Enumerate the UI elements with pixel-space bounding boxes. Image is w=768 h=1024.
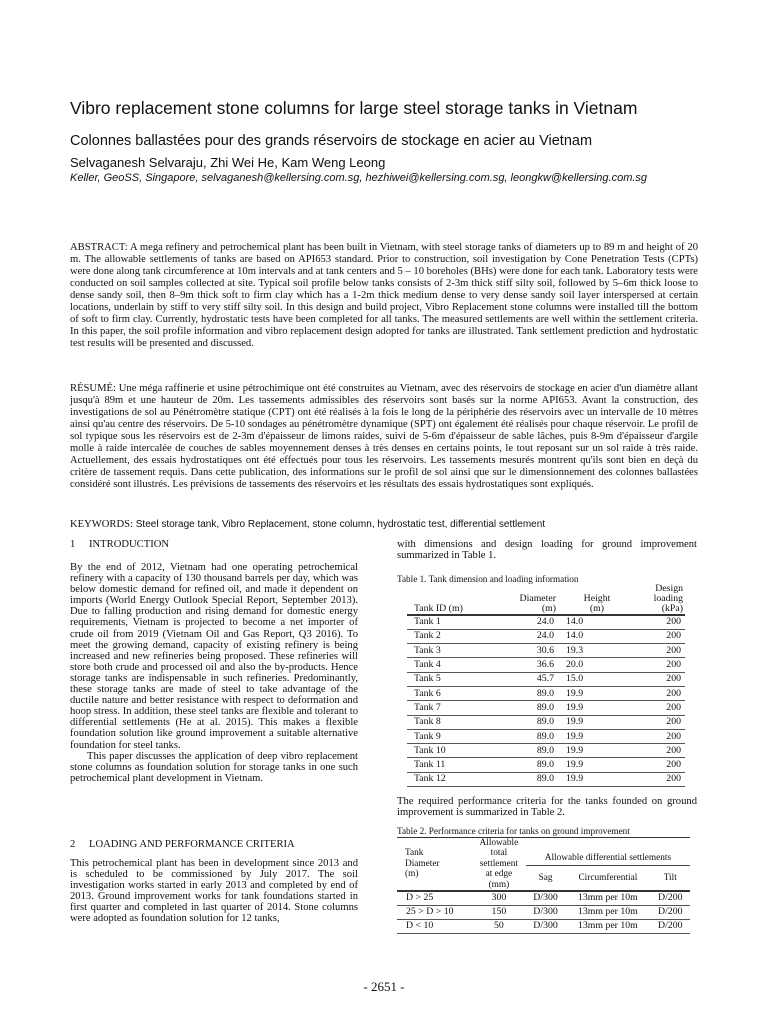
keywords-line [70,519,545,530]
table-cell: 200 [666,673,681,685]
table2-intro-paragraph: The required performance criteria for the tanks founded on ground improvement is summarized in Table 2. [397,796,697,819]
table-header-cell: Design loading (kPa) [653,583,683,614]
table-cell: 200 [666,659,681,671]
introduction-paragraph-2 [70,751,358,784]
table-row [407,686,685,700]
section-heading-introduction [70,539,169,550]
table-cell: D > 25 [406,892,434,904]
table-cell: 19.3 [566,644,584,656]
table-cell: 89.0 [536,701,554,713]
introduction-paragraph-1: By the end of 2012, Vietnam had one operating petrochemical refinery with a capacity of 130 thousand barrels per day, which was below domestic demand for refined oil, and made it dependent on imports (World Energy Outlook Special Report, September 2013). Due to falling production and rising demand for domestic energy requirements, Vietnam is projected to become a net importer of crude oil from 2019 (Vietnam Oil and Gas Report, Q3 2016). To meet the growing demand, capacity of existing refinery is being increased and new refineries being proposed. These refineries will store both crude and processed oil and also the by-products. Hence storage tanks are indispensable in such refineries. Predominantly, these storage tanks are made of steel to take advantage of the ductile nature and better resistance with respect to deformation and hoop stress. In addition, these steel tanks are flexible and tolerant to differential settlements (He at al. 2015). This makes a flexible foundation solution like ground improvement a suitable alternative foundation for steel tanks. [70,562,358,751]
table-cell: 14.0 [566,630,584,642]
table-row [407,672,685,686]
table-row [407,758,685,772]
header-tank-diameter: Tank Diameter (m) [405,848,440,880]
table-cell: Tank 7 [414,701,441,713]
keywords-label: KEYWORDS: [70,519,133,530]
table2-caption: Table 2. Performance criteria for tanks on ground improvement [397,826,630,836]
table-row [397,891,690,905]
table-cell: 200 [666,701,681,713]
loading-paragraph: This petrochemical plant has been in development since 2013 and is scheduled to be commissioned by July 2017. The soil investigation works started in early 2013 and completed by end of 2013. Ground improvement works for tank foundations started in first quarter and completed in last quarter of 2014. Stone columns were adopted as foundation solution for 12 tanks, [70,858,358,925]
abstract-paragraph: ABSTRACT: A mega refinery and petrochemical plant has been built in Vietnam, with steel storage tanks of diameters up to 89 m and height of 20 m. The allowable settlements of tanks are based on API653 standard. Prior to construction, soil investigation by Cone Penetration Tests (CPTs) were done along tank circumference at 10m intervals and at tank centers and 5 – 10 boreholes (BHs) were done for each tank. Laboratory tests were conducted on soil samples collected at site. Typical soil profile below tanks consists of 2-3m thick stiff silty soil, followed by 5–6m thick loose to dense sandy soil, then 8–9m thick soft to firm clay which has a 1-2m thick medium dense to very dense sandy soil layer interspersed at certain locations, underlain by stiff to very stiff silty soil. In this design and build project, Vibro Replacement stone columns were installed till the bottom of soft to firm clay. Currently, hydrostatic tests have been completed for all tanks. The measured settlements are well within the settlement criteria. In this paper, the soil profile information and vibro replacement design adopted for tanks are illustrated. Tank settlement prediction and hydrostatic test results will be presented and discussed. [70,242,698,350]
introduction-body [70,562,358,784]
header-sag: Sag [538,872,553,883]
table-cell: 89.0 [536,730,554,742]
introduction-paragraph-2-text: This paper discusses the application of deep vibro replacement stone columns as foundation solution for storage tanks in one such petrochemical plant development in Vietnam. [70,750,358,784]
header-allowable-total: Allowable total settlement at edge (mm) [479,838,519,890]
table-cell: 20.0 [566,659,584,671]
table-cell: 13mm per 10m [577,906,638,918]
table-row [407,615,685,629]
table-header-row [407,584,685,615]
table-cell: 19.9 [566,716,584,728]
section-heading-loading [70,839,295,850]
section-title: LOADING AND PERFORMANCE CRITERIA [89,839,295,850]
table-cell: 19.9 [566,773,584,785]
table-cell: 89.0 [536,773,554,785]
header-differential: Allowable differential settlements [526,838,690,866]
paper-title: Vibro replacement stone columns for large steel storage tanks in Vietnam [70,98,638,118]
table-cell: 30.6 [536,644,554,656]
table-cell: 200 [666,687,681,699]
table-cell: 19.9 [566,759,584,771]
section-number: 1 [70,539,76,550]
table-cell: 15.0 [566,673,584,685]
table-cell: Tank 12 [414,773,446,785]
table-cell: Tank 4 [414,659,441,671]
table-cell: Tank 6 [414,687,441,699]
table-cell: Tank 1 [414,616,441,628]
table-row [407,658,685,672]
keywords-text: Steel storage tank, Vibro Replacement, stone column, hydrostatic test, differential settlement [132,519,546,530]
table-row [407,701,685,715]
table-cell: D/300 [533,906,558,918]
table-cell: 89.0 [536,716,554,728]
table-cell: 300 [491,892,507,904]
table-body [397,891,690,933]
table1-caption: Table 1. Tank dimension and loading information [397,574,579,584]
table-cell: Tank 3 [414,644,441,656]
table1-intro-paragraph: with dimensions and design loading for ground improvement summarized in Table 1. [397,539,697,562]
table-row [407,715,685,729]
table-cell: 14.0 [566,616,584,628]
table-cell: 24.0 [536,616,554,628]
table-cell: 200 [666,773,681,785]
table-cell: Tank 11 [414,759,446,771]
header-circumferential: Circumferential [578,872,638,883]
table-row [407,729,685,743]
table-cell: D < 10 [406,920,434,932]
author-list: Selvaganesh Selvaraju, Zhi Wei He, Kam Weng Leong [70,155,386,170]
table-row [397,919,690,933]
table-cell: 19.9 [566,701,584,713]
table-cell: 45.7 [536,673,554,685]
table-row [397,905,690,919]
section-title: INTRODUCTION [89,539,170,550]
table-cell: D/300 [533,920,558,932]
table-cell: 200 [666,730,681,742]
author-affiliation: Keller, GeoSS, Singapore, selvaganesh@kellersing.com.sg, hezhiwei@kellersing.com.sg, leongkw@kellersing.com.sg [70,172,648,184]
table-cell: 36.6 [536,659,554,671]
table-cell: D/200 [658,906,683,918]
table-cell: 19.9 [566,744,584,756]
table-cell: 89.0 [536,687,554,699]
table-cell: 150 [491,906,507,918]
table-cell: 24.0 [536,630,554,642]
paper-title-french: Colonnes ballastées pour des grands réservoirs de stockage en acier au Vietnam [70,133,593,149]
table-cell: 200 [666,644,681,656]
table-header-cell: Tank ID (m) [414,603,463,614]
table-cell: 200 [666,759,681,771]
table-row [407,644,685,658]
table-cell: D/300 [533,892,558,904]
table-cell: 19.9 [566,730,584,742]
table-cell: Tank 8 [414,716,441,728]
table-header-row [397,838,690,866]
table-cell: 200 [666,716,681,728]
section-number: 2 [70,839,76,850]
page-number: - 2651 - [363,979,405,994]
resume-paragraph: RÉSUMÉ: Une méga raffinerie et usine pétrochimique ont été construites au Vietnam, avec des réservoirs de stockage en acier d'un diamètre allant jusqu'à 89m et une hauteur de 20m. Les tassements admissibles des réservoirs sont basés sur la norme API653. Avant la construction, des investigations de sol au Pénétromètre statique (CPT) ont été réalisés à la fois le long de la périphérie des réservoirs avec un intervalle de 10 mètres ainsi qu'au centre des réservoirs. De 5-10 sondages au pénétromètre dynamique (SPT) ont également été réalisés pour chaque réservoir. Le profil de sol typique sous les réservoirs est de 2-3m d'épaisseur de limons raides, suivi de 5-6m d'épaisseur de sable lâches, puis 8-9m d'épaisseur d'argile molle à raide intercalée de couches de sables moyennement denses à très denses en certains points, le tout reposant sur un sol raide à très raide. Actuellement, des essais hydrostatiques ont été effectués pour tous les réservoirs. Les tassements mesurés montrent qu'ils sont bien en deçà du critère de tassement requis. Dans cette publication, des informations sur le profil de sol ainsi que sur le dimensionnement des colonnes ballastées considéré sont illustrés. Les prévisions de tassements des réservoirs et les résultats des essais hydrostatiques sont expliqués. [70,383,698,491]
table-cell: 13mm per 10m [577,920,638,932]
table-body [407,615,685,787]
table-cell: D/200 [658,892,683,904]
performance-criteria-table [397,837,690,934]
table-cell: 200 [666,630,681,642]
table-cell: 200 [666,616,681,628]
table-cell: 89.0 [536,744,554,756]
table-cell: Tank 10 [414,744,446,756]
tank-dimension-table [407,584,685,787]
table-cell: 89.0 [536,759,554,771]
table-row [407,772,685,786]
table-cell: Tank 2 [414,630,441,642]
table-row [407,744,685,758]
header-tilt: Tilt [663,872,677,883]
table-cell: Tank 9 [414,730,441,742]
table-cell: 25 > D > 10 [406,906,454,918]
table-cell: Tank 5 [414,673,441,685]
table-cell: 50 [494,920,504,932]
table-header-cell: Diameter (m) [519,593,556,614]
table-header-cell: Height (m) [583,593,611,614]
table-cell: 19.9 [566,687,584,699]
table-cell: 200 [666,744,681,756]
table-row [407,629,685,643]
table-cell: D/200 [658,920,683,932]
table-cell: 13mm per 10m [577,892,638,904]
